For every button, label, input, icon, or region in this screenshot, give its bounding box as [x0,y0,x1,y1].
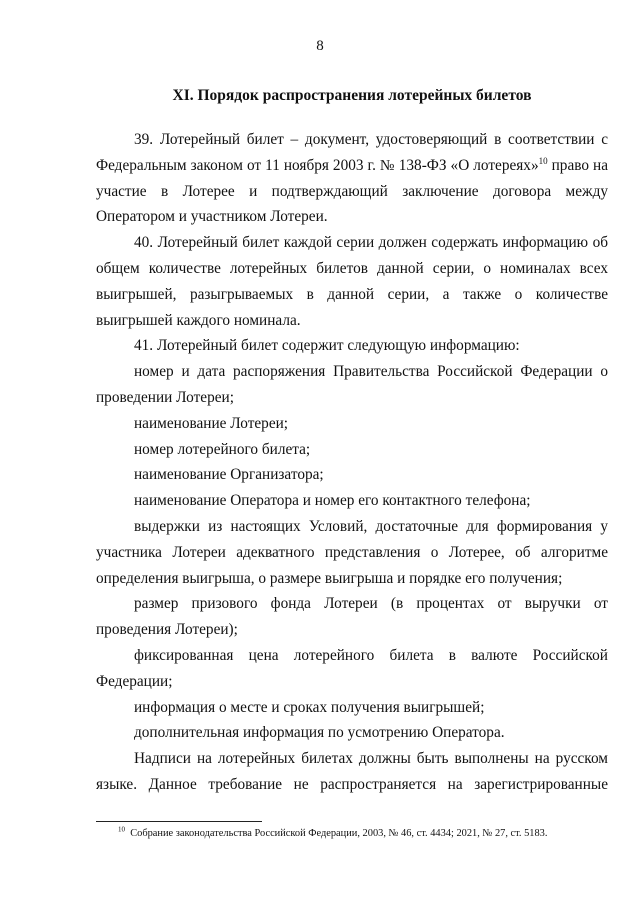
section-heading: XI. Порядок распространения лотерейных билетов [172,87,532,104]
document-body [96,127,608,798]
list-item-7: размер призового фонда Лотереи (в процентах от выручки от проведения Лотереи); [96,595,608,639]
paragraph-39-part-1: 39. Лотерейный билет – документ, удостоверяющий в соответствии с Федеральным законом от 11 ноября 2003 г. № 138-ФЗ «О лотереях» [96,131,608,174]
list-item-1: номер и дата распоряжения Правительства Российской Федерации о проведении Лотереи; [96,363,608,406]
list-item-3: номер лотерейного билета; [134,440,311,458]
paragraph-39 [96,127,608,230]
list-item-2: наименование Лотереи; [134,414,289,432]
page-number: 8 [316,38,324,54]
list-item-9: информация о месте и сроках получения выигрышей; [134,698,485,716]
footnote-text: Собрание законодательства Российской Федерации, 2003, № 46, ст. 4434; 2021, № 27, ст. 5183. [130,828,548,839]
paragraph-41: 41. Лотерейный билет содержит следующую информацию: [134,337,520,355]
paragraph-39-part-2: право на участие в Лотерее и подтверждающий заключение договора между Оператором и участником Лотереи. [96,156,608,226]
list-item-4: наименование Организатора; [134,466,324,484]
list-item-8: фиксированная цена лотерейного билета в валюте Российской Федерации; [96,646,608,690]
list-item-6: выдержки из настоящих Условий, достаточные для формирования у участника Лотереи адекватного представления о Лотерее, об алгоритме определения выигрыша, о размере выигрыша и порядке его получения; [96,517,608,587]
paragraph-40: 40. Лотерейный билет каждой серии должен содержать информацию об общем количестве лотерейных билетов данной серии, о номиналах всех выигрышей, разыгрываемых в данной серии, а также о количестве выигрышей каждого номинала. [96,234,608,329]
list-item-5: наименование Оператора и номер его контактного телефона; [134,492,531,510]
footnote-separator [96,821,262,822]
footnote-reference: 10 [538,155,548,166]
footnote-marker: 10 [118,825,125,834]
paragraph-language-requirement: Надписи на лотерейных билетах должны быть выполнены на русском языке. Данное требование не распространяется на зарегистрированные [96,750,608,793]
list-item-10: дополнительная информация по усмотрению Оператора. [134,724,505,742]
footnote [118,827,618,840]
